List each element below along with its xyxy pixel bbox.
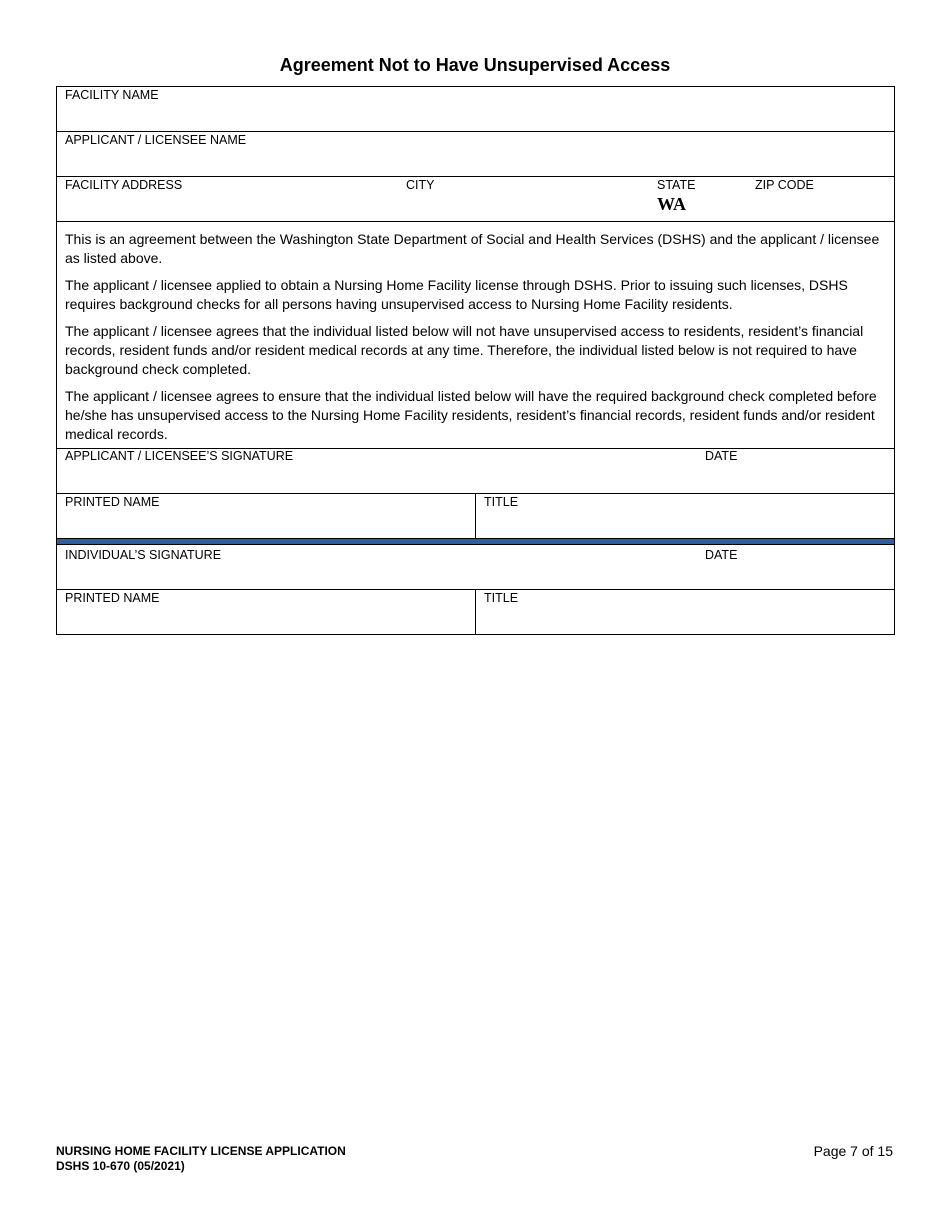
applicant-printed-name-label: PRINTED NAME (65, 495, 160, 509)
zip-code-label: ZIP CODE (755, 178, 814, 192)
agreement-paragraph: This is an agreement between the Washington State Department of Social and Health Services (DSHS) and the applicant / licensee as listed above. (65, 231, 880, 266)
agreement-text (57, 222, 894, 449)
applicant-title-label: TITLE (484, 495, 519, 509)
agreement-paragraph: The applicant / licensee agrees to ensure that the individual listed below will have the required background check completed before he/she has unsupervised access to the Nursing Home Facility residents, resident’s financial records, resident funds and/or resident medical records. (65, 388, 877, 442)
agreement-paragraph: The applicant / licensee agrees that the individual listed below will not have unsupervised access to residents, resident’s financial records, resident funds and/or resident medical records at any time. Therefore, the individual listed below is not required to have background check completed. (65, 323, 864, 377)
individual-signature-field[interactable] (57, 545, 894, 590)
form-number: DSHS 10-670 (05/2021) (56, 1159, 185, 1173)
column-divider (475, 590, 476, 634)
page-title: Agreement Not to Have Unsupervised Access (279, 55, 671, 75)
individual-printed-name-label: PRINTED NAME (65, 591, 160, 605)
applicant-name-label: APPLICANT / LICENSEE NAME (65, 133, 247, 147)
agreement-paragraph: The applicant / licensee applied to obtain a Nursing Home Facility license through DSHS. Prior to issuing such licenses, DSHS requires background checks for all persons having unsupervised access to Nursing Home Facility residents. (65, 277, 848, 312)
city-label: CITY (406, 178, 435, 192)
page-number: Page 7 of 15 (813, 1143, 893, 1159)
individual-name-title-row (57, 590, 894, 635)
address-row (57, 177, 894, 222)
applicant-signature-label: APPLICANT / LICENSEE’S SIGNATURE (65, 449, 294, 463)
applicant-signature-field[interactable] (57, 449, 894, 494)
facility-name-label: FACILITY NAME (65, 88, 159, 102)
form-name: NURSING HOME FACILITY LICENSE APPLICATION (56, 1144, 346, 1158)
applicant-name-title-row (57, 494, 894, 539)
applicant-date-label: DATE (705, 449, 738, 463)
facility-address-label: FACILITY ADDRESS (65, 178, 183, 192)
state-value[interactable]: WA (657, 194, 687, 214)
individual-date-label: DATE (705, 548, 738, 562)
column-divider (475, 494, 476, 538)
individual-title-label: TITLE (484, 591, 519, 605)
individual-signature-label: INDIVIDUAL’S SIGNATURE (65, 548, 222, 562)
applicant-name-field[interactable] (57, 132, 894, 177)
state-label: STATE (657, 178, 696, 192)
agreement-form (56, 86, 895, 635)
facility-name-field[interactable] (57, 87, 894, 132)
form-footer (56, 1144, 346, 1174)
